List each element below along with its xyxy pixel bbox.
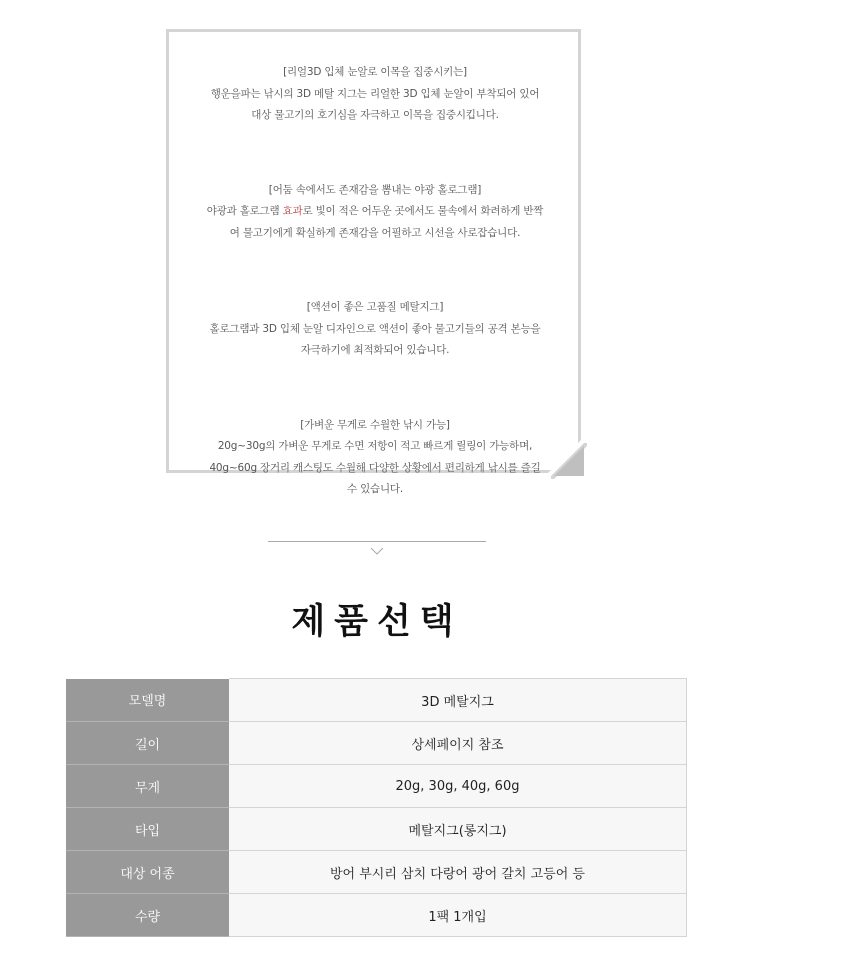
feature-text: 여 물고기에게 확실하게 존재감을 어필하고 시선을 사로잡습니다.: [229, 226, 521, 239]
feature-text: 20g~30g의 가벼운 무게로 수면 저항이 적고 빠르게 릴링이 가능하며,: [217, 440, 533, 452]
feature-text-part: 로 빛이 적은 어두운 곳에서도 물속에서 화려하게 반짝: [302, 205, 544, 217]
feature-text: 수 있습니다.: [347, 483, 403, 495]
feature-text: 행운을파는 낚시의 3D 메탈 지그는 리얼한 3D 입체 눈알이 부착되어 있어: [210, 87, 540, 100]
spec-label: 타입: [66, 808, 229, 851]
feature-heading: [리얼3D 입체 눈알로 이목을 집중시키는]: [283, 66, 467, 78]
feature-heading: [어둠 속에서도 존재감을 뽐내는 야광 홀로그램]: [268, 183, 482, 196]
feature-block-action: [166, 297, 584, 362]
divider-chevron-icon: [371, 541, 383, 549]
table-row: [66, 894, 687, 937]
feature-block-3d-eye: [166, 62, 584, 127]
spec-value: 1팩 1개입: [229, 894, 687, 937]
spec-value: 메탈지그(롱지그): [229, 808, 687, 851]
table-row: [66, 765, 687, 808]
spec-value: 3D 메탈지그: [229, 679, 687, 722]
feature-text: 40g~60g 장거리 캐스팅도 수월해 다양한 상황에서 편리하게 낚시를 즐길: [209, 461, 541, 474]
feature-text: [166, 201, 584, 223]
table-row: [66, 851, 687, 894]
feature-heading: [액션이 좋은 고품질 메탈지그]: [306, 301, 444, 313]
table-row: [66, 808, 687, 851]
spec-value: 방어 부시리 삼치 다랑어 광어 갈치 고등어 등: [229, 851, 687, 894]
spec-label: 무게: [66, 765, 229, 808]
spec-label: 모델명: [66, 679, 229, 722]
table-row: [66, 679, 687, 722]
feature-descriptions: [166, 62, 584, 554]
feature-block-weight: [166, 415, 584, 501]
spec-value: 20g, 30g, 40g, 60g: [229, 765, 687, 808]
section-title: 제품선택: [291, 602, 463, 642]
table-row: [66, 722, 687, 765]
feature-text: 홀로그램과 3D 입체 눈알 디자인으로 액션이 좋아 물고기들의 공격 본능을: [209, 322, 541, 335]
spec-value: 상세페이지 참조: [229, 722, 687, 765]
spec-label: 대상 어종: [66, 851, 229, 894]
feature-heading: [가벼운 무게로 수월한 낚시 가능]: [300, 418, 450, 431]
feature-block-hologram: [166, 180, 584, 245]
feature-text-part: 야광과 홀로그램: [206, 205, 283, 217]
feature-text: 자극하기에 최적화되어 있습니다.: [300, 344, 450, 356]
spec-label: 수량: [66, 894, 229, 937]
feature-text-highlight: 효과: [282, 205, 303, 217]
feature-text: 대상 물고기의 호기심을 자극하고 이목을 집중시킵니다.: [251, 109, 499, 121]
spec-label: 길이: [66, 722, 229, 765]
product-spec-table: [66, 678, 687, 937]
